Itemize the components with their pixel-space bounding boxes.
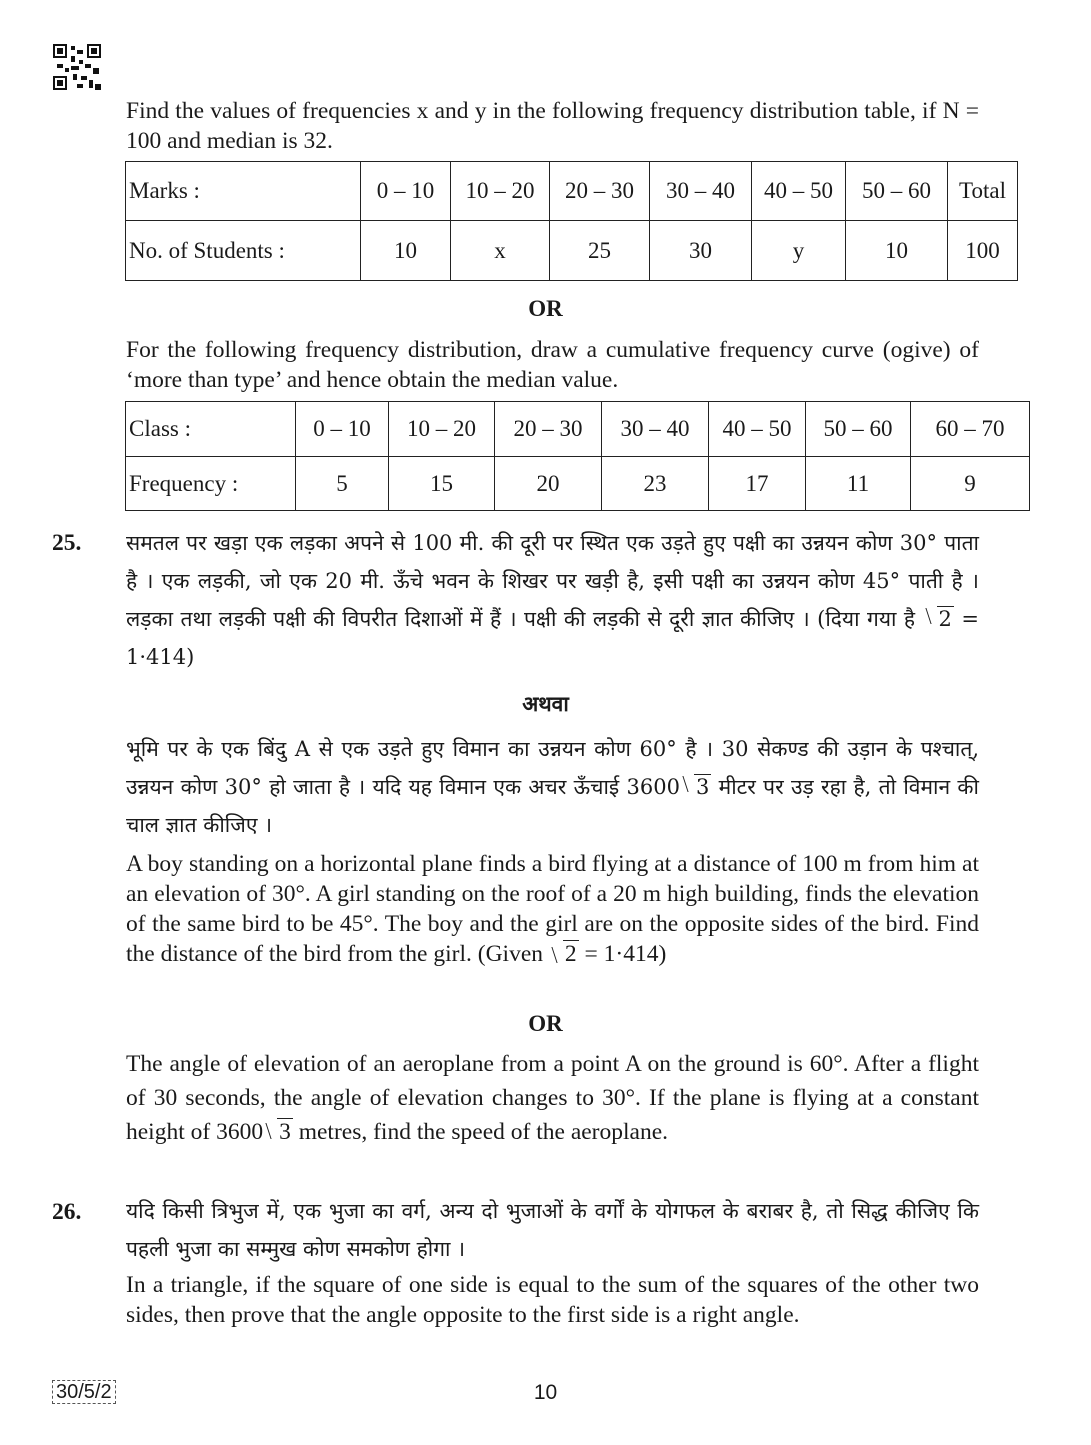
sqrt-radicand: 2 bbox=[564, 941, 577, 967]
sqrt-radicand: 2 bbox=[938, 607, 952, 631]
q25-hindi-value: = 1·414) bbox=[126, 607, 979, 669]
table1-class: 20 – 30 bbox=[550, 162, 650, 221]
table2-cell: 20 bbox=[495, 457, 602, 511]
table2-class: 10 – 20 bbox=[389, 402, 495, 457]
frequency-table-1 bbox=[125, 161, 1018, 281]
table1-total-header: Total bbox=[948, 162, 1018, 221]
q25-english bbox=[126, 849, 979, 969]
q25-hindi-alt-text-end: मीटर पर उड़ रहा है, तो विमान की चाल ज्ञात कीजिए । bbox=[126, 775, 979, 837]
page-number: 10 bbox=[533, 1381, 558, 1404]
q26-hindi: यदि किसी त्रिभुज में, एक भुजा का वर्ग, अन्य दो भुजाओं के वर्गों के योगफल के बराबर है, तो सिद्ध कीजिए कि पहली भुजा का सम्मुख कोण समकोण होगा । bbox=[126, 1199, 979, 1261]
table2-cell: 15 bbox=[389, 457, 495, 511]
table2-class: 30 – 40 bbox=[602, 402, 709, 457]
sqrt-symbol bbox=[549, 939, 579, 969]
table1-cell: 30 bbox=[650, 221, 752, 281]
question-number-25: 25. bbox=[52, 530, 82, 556]
table1-cell: 25 bbox=[550, 221, 650, 281]
table2-cell: 5 bbox=[296, 457, 389, 511]
sqrt-symbol bbox=[680, 768, 711, 806]
table1-cell: y bbox=[752, 221, 846, 281]
or-label: OR bbox=[528, 296, 563, 321]
paper-code: 30/5/2 bbox=[52, 1380, 116, 1404]
table1-cell: x bbox=[451, 221, 550, 281]
table1-row-label-students: No. of Students : bbox=[126, 221, 361, 281]
table2-cell: 17 bbox=[709, 457, 806, 511]
q25-hindi-alt-text: भूमि पर के एक बिंदु A से एक उड़ते हुए विमान का उन्नयन कोण 60° है । 30 सेकण्ड की उड़ान के पश्चात्, उन्नयन कोण 30° हो जाता है । यदि यह विमान एक अचर ऊँचाई 3600 bbox=[126, 737, 979, 799]
sqrt-radicand: 3 bbox=[279, 1119, 291, 1145]
q25-english-alt-text-end: metres, find the speed of the aeroplane. bbox=[298, 1119, 669, 1145]
table2-class: 60 – 70 bbox=[911, 402, 1030, 457]
q25-hindi-alt bbox=[126, 730, 979, 844]
q24-text: Find the values of frequencies x and y in the following frequency distribution table, if N = 100 and median is 32. bbox=[126, 98, 979, 154]
q26-english: In a triangle, if the square of one side is equal to the sum of the squares of the other two sides, then prove that the angle opposite to the first side is a right angle. bbox=[126, 1272, 979, 1328]
q24-alt-text: For the following frequency distribution, draw a cumulative frequency curve (ogive) of ‘more than type’ and hence obtain the median value. bbox=[126, 337, 979, 393]
table2-cell: 23 bbox=[602, 457, 709, 511]
or-label: OR bbox=[528, 1011, 563, 1036]
question-number-26: 26. bbox=[52, 1199, 82, 1225]
qr-code bbox=[53, 44, 101, 90]
table1-cell: 100 bbox=[948, 221, 1018, 281]
table1-class: 40 – 50 bbox=[752, 162, 846, 221]
sqrt-symbol bbox=[923, 600, 954, 638]
table1-row-label-marks: Marks : bbox=[126, 162, 361, 221]
table2-row-label-class: Class : bbox=[126, 402, 296, 457]
table1-cell: 10 bbox=[361, 221, 451, 281]
q25-english-text: A boy standing on a horizontal plane finds a bird flying at a distance of 100 m from him at an elevation of 30°. A girl standing on the roof of a 20 m high building, finds the elevation of the same bird to be 45°. The boy and the girl are on the opposite sides of the bird. Find the distance of the bird from the girl. (Given bbox=[126, 851, 979, 967]
frequency-table-2 bbox=[125, 401, 1030, 511]
table2-class: 0 – 10 bbox=[296, 402, 389, 457]
table2-class: 40 – 50 bbox=[709, 402, 806, 457]
table1-class: 30 – 40 bbox=[650, 162, 752, 221]
table2-class: 50 – 60 bbox=[806, 402, 911, 457]
or-label-hindi: अथवा bbox=[522, 691, 569, 716]
q25-english-alt bbox=[126, 1047, 979, 1149]
table2-cell: 11 bbox=[806, 457, 911, 511]
table2-class: 20 – 30 bbox=[495, 402, 602, 457]
table1-class: 0 – 10 bbox=[361, 162, 451, 221]
table2-cell: 9 bbox=[911, 457, 1030, 511]
q25-hindi bbox=[126, 524, 979, 676]
q25-english-alt-text: The angle of elevation of an aeroplane from a point A on the ground is 60°. After a flight of 30 seconds, the angle of elevation changes to 30°. If the plane is flying at a constant height of 3600 bbox=[126, 1051, 979, 1145]
q25-hindi-text: समतल पर खड़ा एक लड़का अपने से 100 मी. की दूरी पर स्थित एक उड़ते हुए पक्षी का उन्नयन कोण 30° पाता है । एक लड़की, जो एक 20 मी. ऊँचे भवन के शिखर पर खड़ी है, इसी पक्षी का उन्नयन कोण 45° पाती है । लड़का तथा लड़की पक्षी की विपरीत दिशाओं में हैं । पक्षी की लड़की से दूरी ज्ञात कीजिए । (दिया गया है bbox=[126, 531, 979, 631]
table1-class: 10 – 20 bbox=[451, 162, 550, 221]
sqrt-symbol bbox=[263, 1115, 293, 1149]
sqrt-radicand: 3 bbox=[695, 775, 710, 799]
table2-row-label-frequency: Frequency : bbox=[126, 457, 296, 511]
q25-english-value: = 1·414) bbox=[584, 941, 667, 967]
table1-cell: 10 bbox=[846, 221, 948, 281]
table1-class: 50 – 60 bbox=[846, 162, 948, 221]
